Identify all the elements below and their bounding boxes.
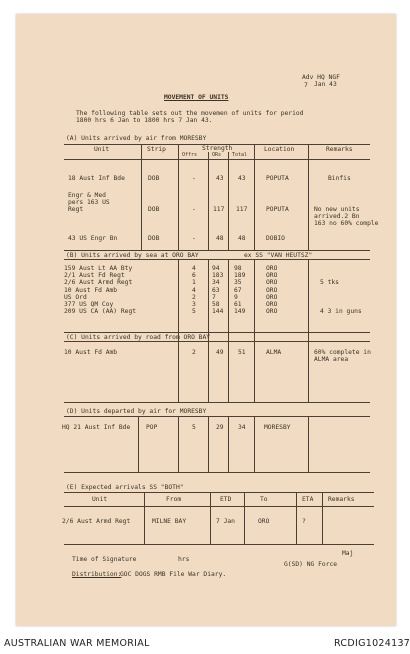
rule xyxy=(64,402,370,403)
section-a-title: (A) Units arrived by air from MORESBY xyxy=(66,135,207,142)
a-row1-off: - xyxy=(192,175,196,182)
rule xyxy=(64,332,370,333)
a-row3-location: DOBIO xyxy=(266,235,285,242)
document-page xyxy=(16,14,396,626)
b-row-location: ORO xyxy=(266,272,278,280)
col-divider xyxy=(138,416,139,472)
b-row-total: 9 xyxy=(234,293,238,301)
b-row-ors: 34 xyxy=(212,279,220,287)
b-row-location: ORO xyxy=(266,279,278,287)
b-row-off: 2 xyxy=(192,293,196,301)
b-row-off: 1 xyxy=(192,279,196,287)
b-row-off: 4 xyxy=(192,265,196,272)
e-row-etd: 7 Jan xyxy=(216,518,235,525)
footer-record-id: RCDIG1024137 xyxy=(334,638,410,649)
col-divider xyxy=(208,259,209,402)
a-row1-unit: 18 Aust Inf Bde xyxy=(68,175,125,182)
b-row-off: 3 xyxy=(192,301,196,308)
a-row2-strip: DOB xyxy=(148,206,160,213)
d-row-location: MORESBY xyxy=(264,424,291,431)
col-divider xyxy=(322,492,323,544)
b-row-remarks: 5 tks xyxy=(320,279,339,287)
rule xyxy=(64,472,370,473)
rule xyxy=(64,506,374,507)
d-row-off: 5 xyxy=(192,424,196,431)
a-row2-ors: 117 xyxy=(213,206,225,213)
a-row2-off: - xyxy=(192,206,196,213)
col-divider xyxy=(308,416,309,472)
col-divider xyxy=(141,144,142,250)
rule xyxy=(64,159,370,160)
section-b-ship: ex SS "VAN HEUTSZ" xyxy=(244,252,313,259)
e-col-eta: ETA xyxy=(302,496,314,503)
a-row1-ors: 43 xyxy=(216,175,224,182)
b-row-off: 4 xyxy=(192,286,196,294)
a-row1-total: 43 xyxy=(238,175,246,182)
e-row-to: ORO xyxy=(258,518,270,525)
col-divider xyxy=(178,259,179,402)
intro-line-1: The following table sets out the movemen of units for period xyxy=(76,110,304,117)
time-hrs: hrs xyxy=(178,556,190,563)
col-total-header: Total xyxy=(232,152,248,158)
a-row2-unit-1: Engr & Med xyxy=(68,192,106,199)
e-col-from: From xyxy=(166,496,182,503)
c-row-off: 2 xyxy=(192,349,196,356)
col-divider xyxy=(178,416,179,472)
a-row2-unit-3: Regt xyxy=(68,206,84,213)
b-row-total: 98 xyxy=(234,265,242,272)
e-row-from: MILNE BAY xyxy=(152,518,187,525)
col-divider xyxy=(254,416,255,472)
col-location-header: Location xyxy=(264,146,295,153)
e-col-unit: Unit xyxy=(92,496,108,503)
b-row-location: ORO xyxy=(266,293,278,301)
rule xyxy=(64,259,370,260)
b-row-total: 67 xyxy=(234,286,242,294)
col-divider xyxy=(228,259,229,402)
b-row-total: 35 xyxy=(234,279,242,287)
col-divider xyxy=(208,416,209,472)
col-divider xyxy=(210,492,211,544)
section-b-title: (B) Units arrived by sea at ORO BAY xyxy=(66,252,199,259)
e-col-remarks: Remarks xyxy=(328,496,355,503)
b-row-location: ORO xyxy=(266,265,278,272)
c-row-remarks-2: ALMA area xyxy=(314,356,349,363)
header-mark: 7 xyxy=(304,82,308,89)
b-row-total: 61 xyxy=(234,301,242,308)
signature-block: G(SD) NG Force xyxy=(284,561,338,568)
a-row2-total: 117 xyxy=(236,206,248,213)
c-row-remarks-1: 60% complete in xyxy=(314,349,371,356)
b-row-remarks: 4 3 in guns xyxy=(320,308,362,316)
a-row3-strip: DOB xyxy=(148,235,160,242)
col-divider xyxy=(144,492,145,544)
col-offrs-header: Offrs xyxy=(182,152,198,158)
b-row-total: 189 xyxy=(234,272,246,280)
rule xyxy=(64,544,374,545)
col-divider xyxy=(178,144,179,250)
col-divider xyxy=(228,416,229,472)
b-row-unit: US Ord xyxy=(64,293,87,301)
distribution-label: Distribution: xyxy=(72,571,122,578)
col-strength-header: Strength xyxy=(202,145,233,152)
a-row3-ors: 48 xyxy=(216,235,224,242)
a-row3-unit: 43 US Engr Bn xyxy=(68,235,118,242)
b-row-off: 5 xyxy=(192,308,196,316)
b-row-unit: 10 Aust Fd Amb xyxy=(64,286,118,294)
b-row-ors: 58 xyxy=(212,301,220,308)
col-divider xyxy=(308,144,309,250)
b-row-location: ORO xyxy=(266,286,278,294)
e-col-etd: ETD xyxy=(220,496,232,503)
a-row2-unit-2: pers 163 US xyxy=(68,199,110,206)
section-c-title: (C) Units arrived by road from ORO BAY xyxy=(66,334,211,341)
a-row2-remarks-3: 163 no 60% comple xyxy=(314,220,379,227)
b-row-ors: 183 xyxy=(212,272,224,280)
rule xyxy=(64,416,370,417)
rule xyxy=(64,341,370,342)
b-row-unit: 159 Aust Lt AA Bty xyxy=(64,265,133,272)
col-divider xyxy=(228,152,229,250)
col-divider xyxy=(244,492,245,544)
a-row1-remarks: Binfis xyxy=(328,175,351,182)
col-divider xyxy=(296,492,297,544)
col-remarks-header: Remarks xyxy=(326,146,353,153)
b-row-location: ORO xyxy=(266,301,278,308)
c-row-total: 51 xyxy=(238,349,246,356)
col-divider xyxy=(308,259,309,402)
col-divider xyxy=(208,152,209,250)
b-row-unit: 2/1 Aust Fd Regt xyxy=(64,272,125,280)
a-row1-location: POPUTA xyxy=(266,175,289,182)
d-row-unit: HQ 21 Aust Inf Bde xyxy=(62,424,131,431)
b-row-ors: 63 xyxy=(212,286,220,294)
a-row1-strip: DOB xyxy=(148,175,160,182)
distribution-list: GOC DOGS RMB File War Diary. xyxy=(120,571,227,578)
col-divider xyxy=(254,259,255,402)
b-row-ors: 144 xyxy=(212,308,224,316)
header-date: Jan 43 xyxy=(314,81,337,88)
col-ors-header: ORs xyxy=(212,152,222,158)
d-row-total: 34 xyxy=(238,424,246,431)
a-row2-remarks-2: arrived.2 Bn xyxy=(314,213,360,220)
e-row-eta: ? xyxy=(302,518,306,525)
rule xyxy=(64,250,370,251)
rule xyxy=(64,492,374,493)
time-of-signature: Time of Signature xyxy=(72,556,137,563)
a-row2-remarks-1: No new units xyxy=(314,206,360,213)
section-d-title: (D) Units departed by air for MORESBY xyxy=(66,408,207,415)
signature-rank: Maj xyxy=(342,550,354,557)
e-col-to: To xyxy=(260,496,268,503)
b-row-total: 149 xyxy=(234,308,246,316)
footer-archive: AUSTRALIAN WAR MEMORIAL xyxy=(4,638,150,649)
document-title: MOVEMENT OF UNITS xyxy=(164,94,229,101)
b-row-off: 6 xyxy=(192,272,196,280)
section-e-title: (E) Expected arrivals SS "BOTH" xyxy=(66,484,184,491)
b-row-ors: 7 xyxy=(212,293,216,301)
c-row-unit: 10 Aust Fd Amb xyxy=(64,349,118,356)
b-row-unit: 209 US CA (AA) Regt xyxy=(64,308,137,316)
b-row-unit: 2/6 Aust Armd Regt xyxy=(64,279,133,287)
col-divider xyxy=(254,144,255,250)
a-row3-off: - xyxy=(192,235,196,242)
intro-line-2: 1800 hrs 6 Jan to 1800 hrs 7 Jan 43. xyxy=(76,117,213,124)
b-row-location: ORO xyxy=(266,308,278,316)
e-row-unit: 2/6 Aust Armd Regt xyxy=(62,518,131,525)
c-row-location: ALMA xyxy=(266,349,282,356)
b-row-unit: 377 US QM Coy xyxy=(64,301,114,308)
col-strip-header: Strip xyxy=(147,146,166,153)
b-row-ors: 94 xyxy=(212,265,220,272)
header-hq: Adv HQ NGF xyxy=(302,74,340,81)
d-row-ors: 29 xyxy=(216,424,224,431)
d-row-strip: POP xyxy=(146,424,158,431)
a-row3-total: 48 xyxy=(238,235,246,242)
col-unit-header: Unit xyxy=(94,146,110,153)
a-row2-location: POPUTA xyxy=(266,206,289,213)
c-row-ors: 49 xyxy=(216,349,224,356)
